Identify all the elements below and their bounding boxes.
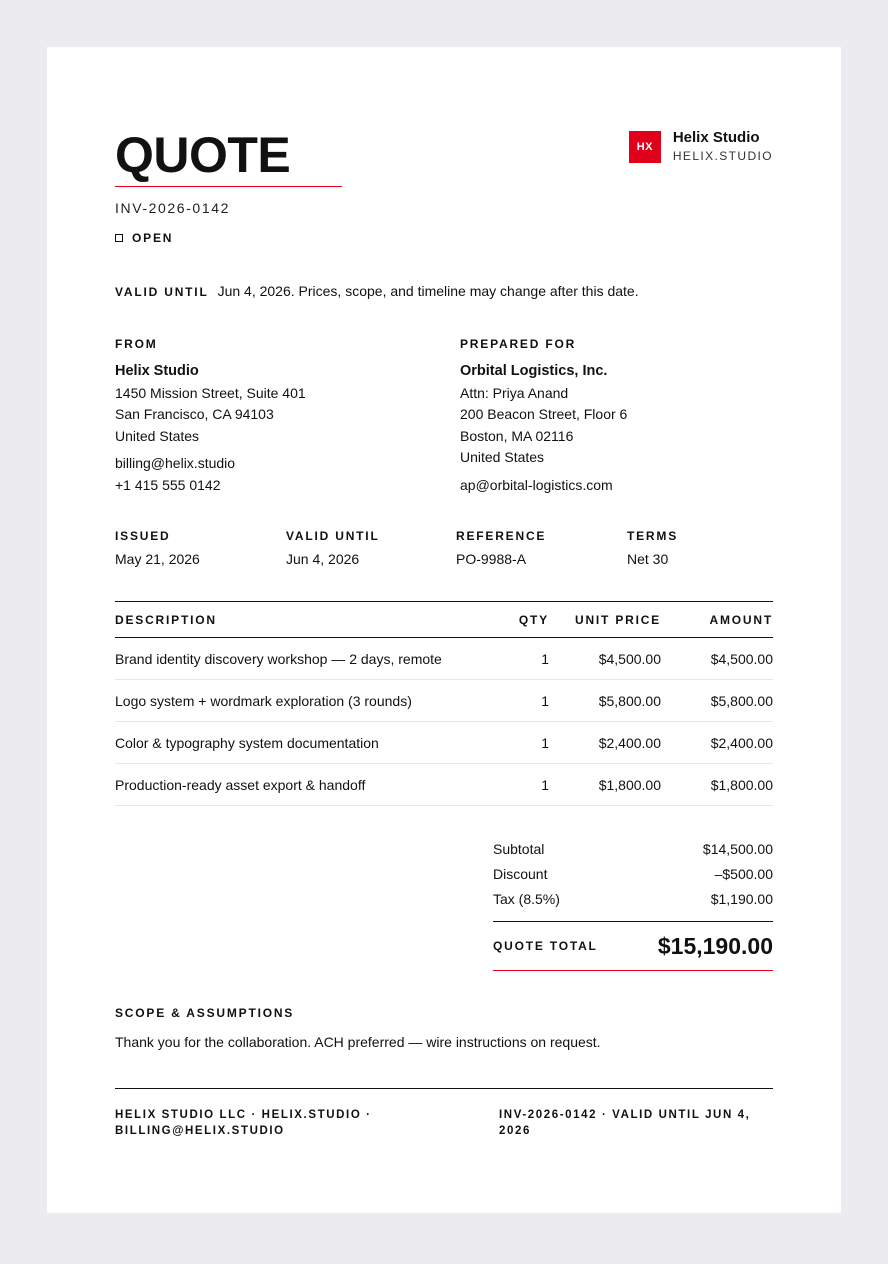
grand-total-value: $15,190.00: [657, 932, 773, 959]
client-address-line: Attn: Priya Anand: [460, 384, 569, 401]
validity-notice: [115, 283, 639, 299]
from-address-line: 1450 Mission Street, Suite 401: [115, 384, 306, 401]
table-header-row: [115, 602, 773, 638]
client-address-line: Boston, MA 02116: [460, 427, 574, 444]
from-phone: +1 415 555 0142: [115, 476, 221, 493]
row-description: Production-ready asset export & handoff: [115, 764, 485, 806]
row-amount: $2,400.00: [661, 722, 773, 764]
from-address-line: San Francisco, CA 94103: [115, 406, 274, 422]
meta-label: ISSUED: [115, 529, 171, 543]
brand-site: HELIX.STUDIO: [672, 149, 773, 163]
footer-left: HELIX STUDIO LLC · HELIX.STUDIO · BILLING@HELIX.STUDIO: [115, 1109, 372, 1137]
from-block: [115, 336, 306, 496]
column-header-unit-price: UNIT PRICE: [549, 602, 661, 638]
meta-label: VALID UNTIL: [286, 529, 380, 543]
row-amount: $4,500.00: [661, 638, 773, 680]
prepared-for-label: PREPARED FOR: [460, 337, 577, 351]
document-number: INV-2026-0142: [115, 200, 230, 216]
meta-label: TERMS: [627, 529, 678, 543]
column-header-qty: QTY: [485, 602, 549, 638]
validity-text: Jun 4, 2026. Prices, scope, and timeline may change after this date.: [217, 283, 639, 299]
status-label: OPEN: [132, 231, 174, 245]
row-unit-price: $4,500.00: [549, 638, 661, 680]
row-amount: $5,800.00: [661, 680, 773, 722]
quote-document: [47, 47, 841, 1213]
document-title: QUOTE: [115, 127, 291, 183]
discount-row: [493, 862, 773, 887]
subtotal-row: [493, 837, 773, 862]
column-header-amount: AMOUNT: [661, 602, 773, 638]
totals-value: –$500.00: [714, 866, 773, 882]
totals-label: Subtotal: [493, 841, 545, 857]
brand-block: [629, 129, 773, 165]
meta-terms: [627, 529, 678, 567]
grand-total-label: QUOTE TOTAL: [493, 939, 598, 954]
footer-right: INV-2026-0142 · VALID UNTIL JUN 4, 2026: [499, 1109, 751, 1137]
title-underline: [115, 186, 342, 187]
row-description: Logo system + wordmark exploration (3 rounds): [115, 680, 485, 722]
table-row: [115, 764, 773, 806]
row-qty: 1: [485, 638, 549, 680]
prepared-for-block: [460, 336, 627, 496]
row-unit-price: $1,800.00: [549, 764, 661, 806]
totals-value: $14,500.00: [702, 841, 773, 857]
from-email: billing@helix.studio: [115, 455, 236, 471]
row-amount: $1,800.00: [661, 764, 773, 806]
client-name: Orbital Logistics, Inc.: [460, 363, 608, 379]
meta-value: PO-9988-A: [456, 551, 527, 567]
totals-value: $1,190.00: [710, 891, 773, 907]
meta-value: Jun 4, 2026: [286, 551, 360, 567]
client-email: ap@orbital-logistics.com: [460, 476, 613, 493]
row-qty: 1: [485, 680, 549, 722]
validity-label: VALID UNTIL: [115, 285, 209, 299]
line-items-table: [115, 601, 773, 806]
table-row: [115, 722, 773, 764]
row-unit-price: $5,800.00: [549, 680, 661, 722]
column-header-description: DESCRIPTION: [115, 602, 485, 638]
row-description: Color & typography system documentation: [115, 722, 485, 764]
row-unit-price: $2,400.00: [549, 722, 661, 764]
status-badge: [115, 231, 173, 245]
meta-reference: [456, 529, 546, 567]
grand-total-underline: [493, 970, 773, 971]
table-row: [115, 638, 773, 680]
client-address-line: United States: [460, 449, 545, 465]
meta-label: REFERENCE: [456, 529, 547, 543]
row-description: Brand identity discovery workshop — 2 days, remote: [115, 638, 485, 680]
from-name: Helix Studio: [115, 363, 199, 379]
brand-logo: HX: [629, 131, 661, 163]
totals-label: Discount: [493, 866, 548, 882]
row-qty: 1: [485, 764, 549, 806]
status-square-icon: [115, 234, 123, 242]
totals-label: Tax (8.5%): [493, 891, 560, 907]
brand-name: Helix Studio: [672, 129, 760, 146]
from-label: FROM: [115, 337, 158, 351]
from-address-line: United States: [115, 427, 200, 444]
meta-issued: [115, 529, 200, 567]
scope-text: Thank you for the collaboration. ACH preferred — wire instructions on request.: [115, 1034, 601, 1050]
row-qty: 1: [485, 722, 549, 764]
grand-total-row: [493, 922, 773, 970]
meta-value: Net 30: [627, 551, 669, 567]
meta-value: May 21, 2026: [115, 551, 200, 567]
footer-divider: [115, 1088, 773, 1089]
meta-valid-until: [286, 529, 380, 567]
scope-heading: SCOPE & ASSUMPTIONS: [115, 1006, 295, 1020]
tax-row: [493, 887, 773, 912]
table-row: [115, 680, 773, 722]
totals-block: [493, 837, 773, 971]
client-address-line: 200 Beacon Street, Floor 6: [460, 406, 628, 422]
